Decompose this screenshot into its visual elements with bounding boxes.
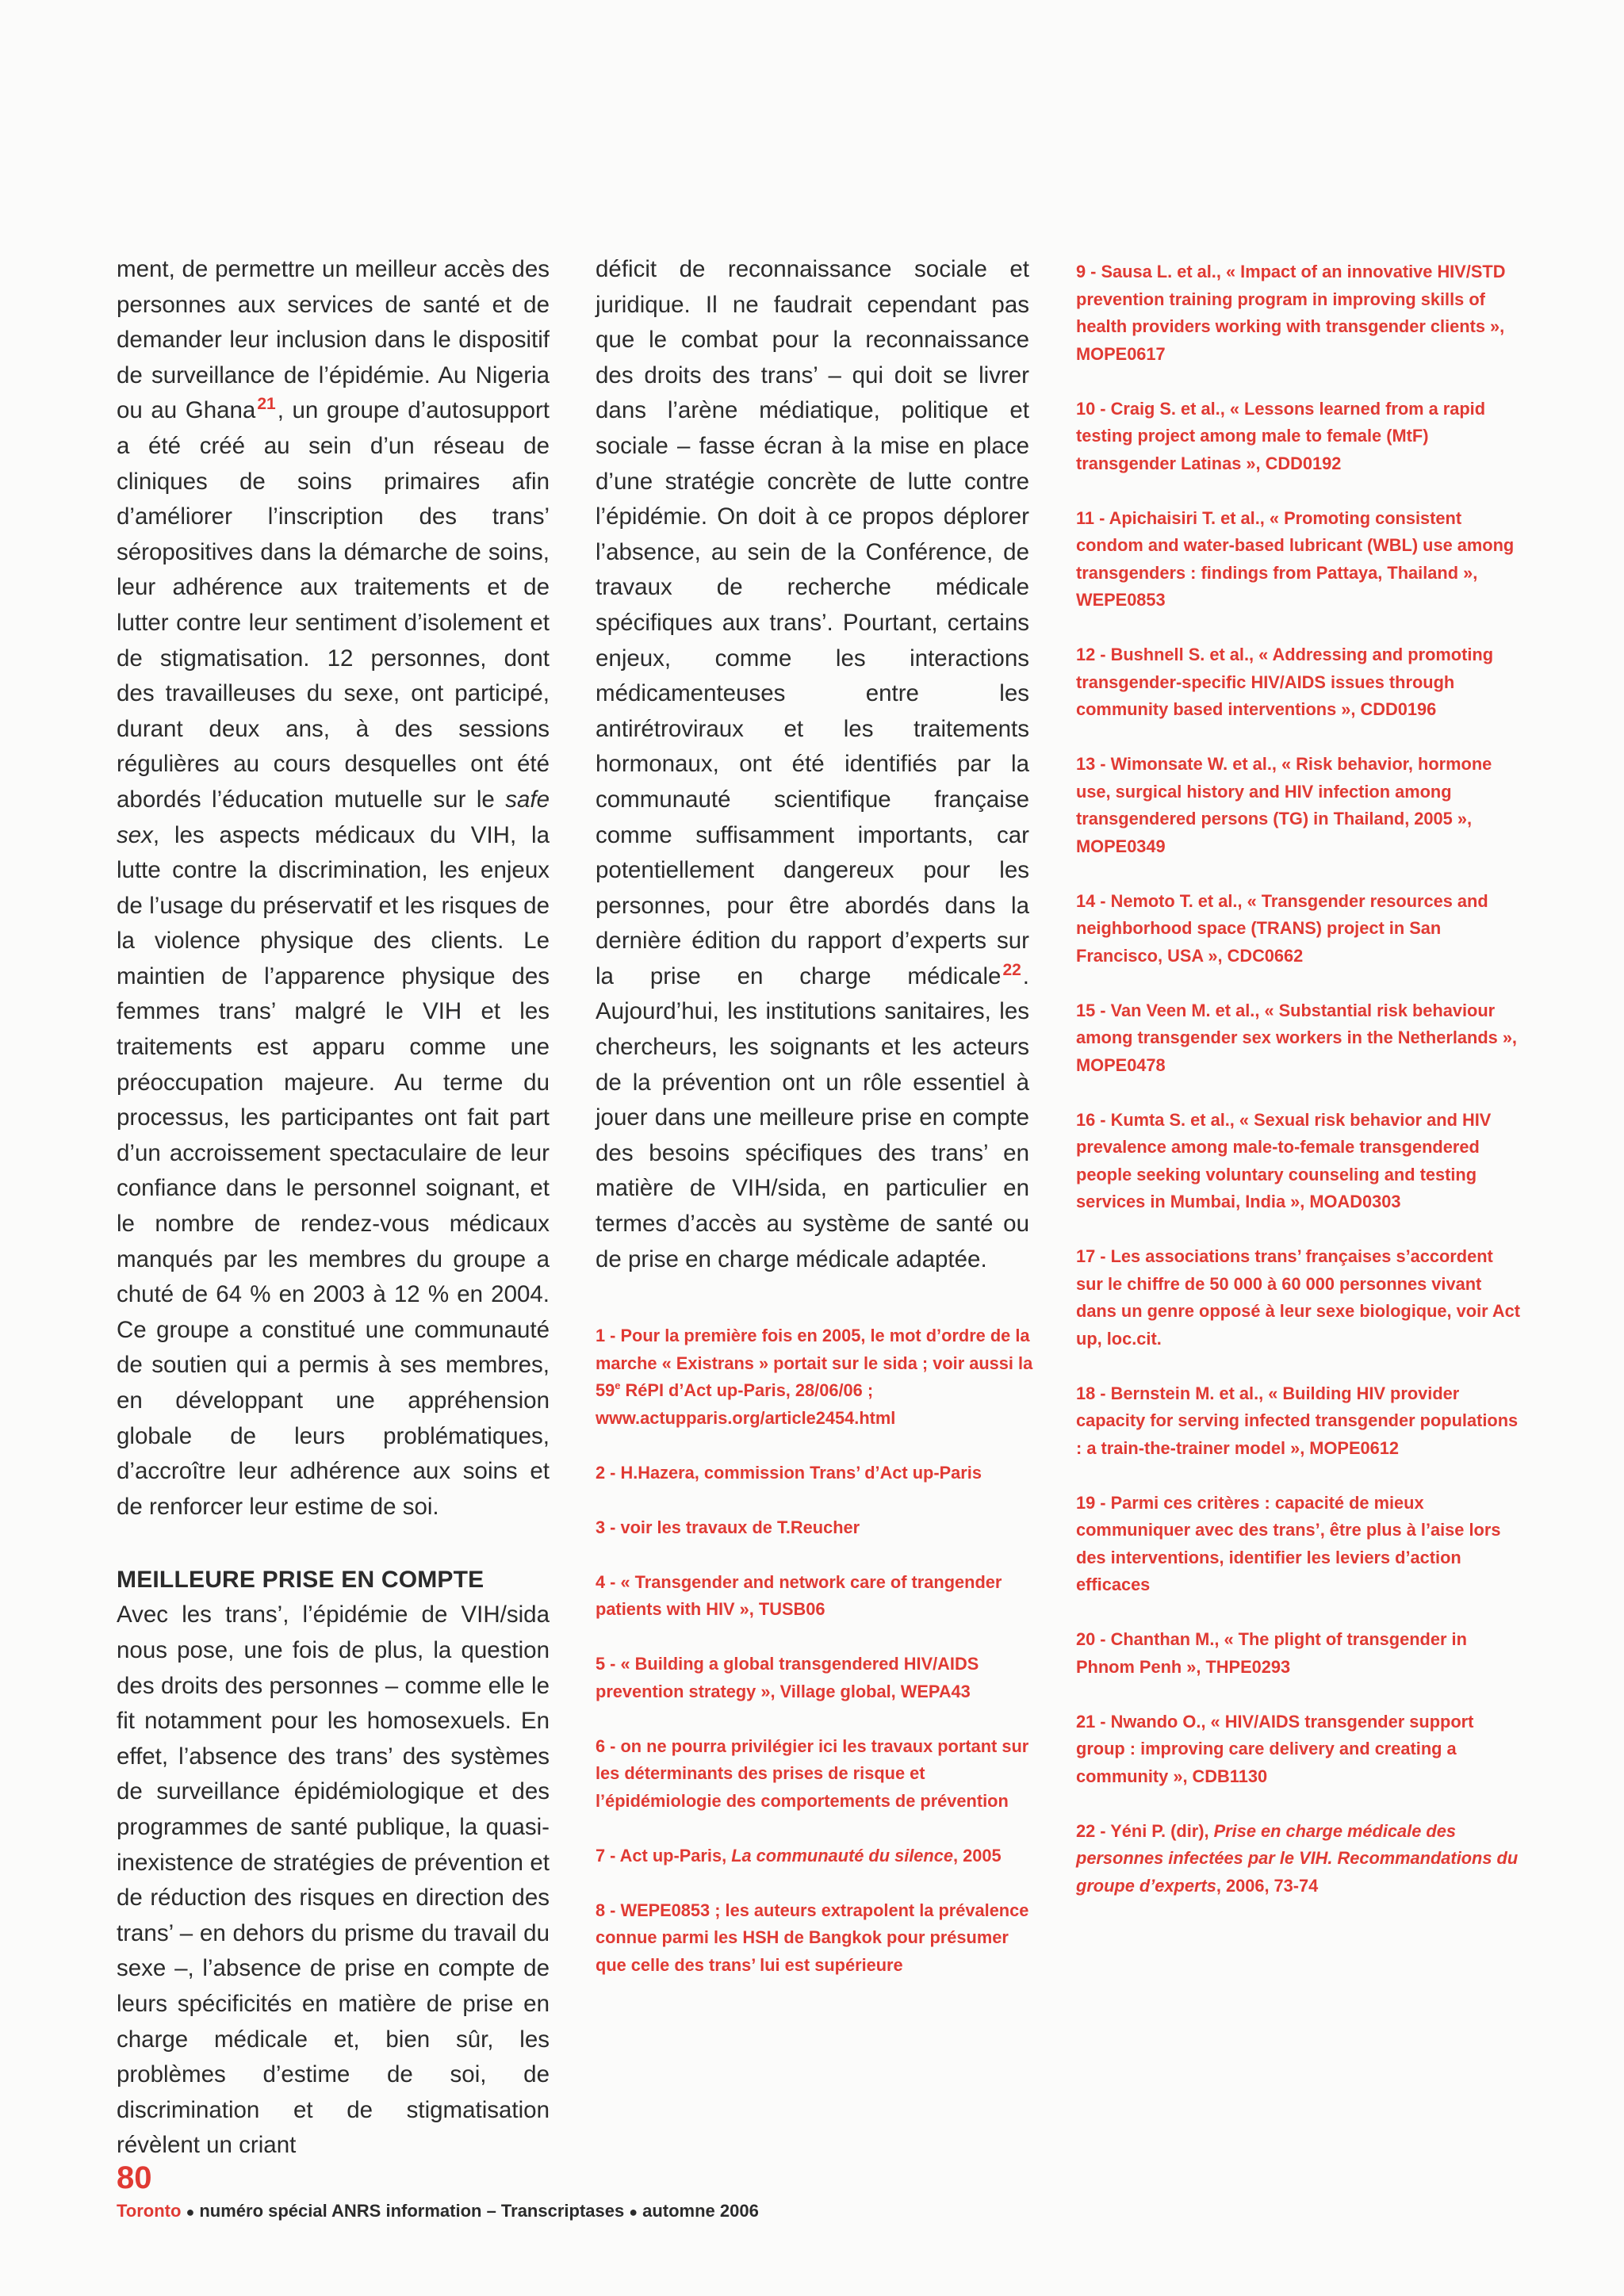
- page-number: 80: [117, 2160, 152, 2195]
- footnote-10: 10 - Craig S. et al., « Lessons learned from a rapid testing project among male to female (MtF) transgender Latinas », CDD0192: [1076, 398, 1486, 473]
- footnote-21: 21 - Nwando O., « HIV/AIDS transgender support group : improving care delivery and creating a community », CDB1130: [1076, 1711, 1474, 1786]
- text-column-middle: [596, 252, 1029, 1277]
- footnote-6: 6 - on ne pourra privilégier ici les travaux portant sur les déterminants des prises de risque et l’épidémiologie des comportements de prévention: [596, 1735, 1029, 1811]
- footnote-11: 11 - Apichaisiri T. et al., « Promoting consistent condom and water-based lubricant (WBL) use among transgenders : findings from Pattaya, Thailand », WEPE0853: [1076, 507, 1515, 610]
- bullet-icon: ●: [629, 2204, 638, 2220]
- footnote-17: 17 - Les associations trans’ françaises s’accordent sur le chiffre de 50 000 à 60 000 personnes vivant dans un genre opposé à leur sexe biologique, voir Act up, loc.cit.: [1076, 1246, 1520, 1349]
- footnote-ref-22[interactable]: 22: [1002, 960, 1021, 979]
- running-footer: [117, 2201, 759, 2221]
- footnote-20: 20 - Chanthan M., « The plight of transgender in Phnom Penh », THPE0293: [1076, 1629, 1467, 1677]
- body-paragraph: déficit de reconnaissance sociale et juridique. Il ne faudrait cependant pas que le combat pour la reconnaissance des droits des trans’ – qui doit se livrer dans l’arène médiatique, politique et sociale – fasse écran à la mise en place d’une stratégie concrète de lutte contre l’épidémie. On doit à ce propos déplorer l’absence, au sein de la Conférence, de travaux de recherche médicale spécifiques aux trans’. Pourtant, certains enjeux, comme les interactions médicamenteuses entre les antirétroviraux et les traitements hormonaux, ont été identifiés par la communauté scientifique française comme suffisamment importants, car potentiellement dangereux pour les personnes, pour être abordés dans la dernière édition du rapport d’experts sur la prise en charge médicale$^{22}$. Aujourd’hui, les institutions sanitaires, les chercheurs, les soignants et les acteurs de la prévention ont un rôle essentiel à jouer dans une meilleure prise en compte des besoins spécifiques des trans’ en matière de VIH/sida, en particulier en termes d’accès au système de santé ou de prise en charge médicale adaptée.: [596, 256, 1029, 1272]
- footnote-5: 5 - « Building a global transgendered HIV/AIDS prevention strategy », Village global, WEPA43: [596, 1654, 979, 1701]
- footnote-18: 18 - Bernstein M. et al., « Building HIV provider capacity for serving infected transgender populations : a train-the-trainer model », MOPE0612: [1076, 1383, 1519, 1458]
- body-paragraph: ment, de permettre un meilleur accès des personnes aux services de santé et de demander leur inclusion dans le dispositif de surveillance de l’épidémie. Au Nigeria ou au Ghana$^{21}$, un groupe d’autosupport a été créé au sein d’un réseau de cliniques de soins primaires afin d’améliorer l’inscription des trans’ séropositives dans la démarche de soins, leur adhérence aux traitements et de lutter contre leur sentiment d’isolement et de stigmatisation. 12 personnes, dont des travailleuses du sexe, ont participé, durant deux ans, à des sessions régulières au cours desquelles ont été abordés l’éducation mutuelle sur le safe sex, les aspects médicaux du VIH, la lutte contre la discrimination, les enjeux de l’usage du préservatif et les risques de la violence physique des clients. Le maintien de l’apparence physique des femmes trans’ malgré le VIH et les traitements est apparu comme une préoccupation majeure. Au terme du processus, les participantes ont fait part d’un accroissement spectaculaire de leur confiance dans le personnel soignant, et le nombre de rendez-vous médicaux manqués par les membres du groupe a chuté de 64 % en 2003 à 12 % en 2004. Ce groupe a constitué une communauté de soutien qui a permis à ses membres, en développant une appréhension globale de leurs problématiques, d’accroître leur adhérence aux soins et de renforcer leur estime de soi.: [117, 256, 550, 1520]
- footnote-12: 12 - Bushnell S. et al., « Addressing and promoting transgender-specific HIV/AIDS issues through community based interventions », CDD0196: [1076, 645, 1494, 719]
- footer-season: automne 2006: [642, 2201, 759, 2221]
- footnote-7: 7 - Act up-Paris, La communauté du silence, 2005: [596, 1845, 1002, 1866]
- footnote-19: 19 - Parmi ces critères : capacité de mieux communiquer avec des trans’, être plus à l’aise lors des interventions, identifier les leviers d’action efficaces: [1076, 1492, 1501, 1594]
- footnote-22: 22 - Yéni P. (dir), Prise en charge médicale des personnes infectées par le VIH. Recommandations du groupe d’experts, 2006, 73-74: [1076, 1820, 1519, 1896]
- footer-publication: Toronto: [117, 2201, 182, 2221]
- footnote-15: 15 - Van Veen M. et al., « Substantial risk behaviour among transgender sex workers in the Netherlands », MOPE0478: [1076, 1000, 1517, 1075]
- bullet-icon: ●: [186, 2204, 195, 2220]
- footnote-8: 8 - WEPE0853 ; les auteurs extrapolent la prévalence connue parmi les HSH de Bangkok pour présumer que celle des trans’ lui est supérieure: [596, 1900, 1029, 1975]
- text-column-left: [117, 252, 550, 2164]
- body-paragraph: Avec les trans’, l’épidémie de VIH/sida nous pose, une fois de plus, la question des droits des personnes – comme elle le fit notamment pour les homosexuels. En effet, l’absence des trans’ des systèmes de surveillance épidémiologique et des programmes de santé publique, la quasi-inexistence de stratégies de prévention et de réduction des risques en direction des trans’ – en dehors du prisme du travail du sexe –, l’absence de prise en compte de leurs spécificités en matière de prise en charge médicale et, bien sûr, les problèmes d’estime de soi, de discrimination et de stigmatisation révèlent un criant: [117, 1601, 550, 2159]
- footer-issue: numéro spécial ANRS information – Transcriptases: [199, 2201, 625, 2221]
- footnote-2: 2 - H.Hazera, commission Trans’ d’Act up-Paris: [596, 1462, 982, 1483]
- footnote-ref-21[interactable]: 21: [257, 395, 276, 414]
- footnote-4: 4 - « Transgender and network care of trangender patients with HIV », TUSB06: [596, 1571, 1002, 1619]
- footnote-13: 13 - Wimonsate W. et al., « Risk behavior, hormone use, surgical history and HIV infection among transgendered persons (TG) in Thailand, 2005 », MOPE0349: [1076, 754, 1492, 856]
- footnote-14: 14 - Nemoto T. et al., « Transgender resources and neighborhood space (TRANS) project in San Francisco, USA », CDC0662: [1076, 890, 1488, 966]
- footnotes-right: [1076, 258, 1524, 1927]
- footnote-3: 3 - voir les travaux de T.Reucher: [596, 1517, 860, 1537]
- footnote-9: 9 - Sausa L. et al., « Impact of an innovative HIV/STD prevention training program in improving skills of health providers working with transgender clients », MOPE0617: [1076, 262, 1506, 364]
- footnote-16: 16 - Kumta S. et al., « Sexual risk behavior and HIV prevalence among male-to-female transgendered people seeking voluntary counseling and testing services in Mumbai, India », MOAD0303: [1076, 1109, 1492, 1211]
- footnotes-middle: [596, 1322, 1040, 2007]
- section-heading: MEILLEURE PRISE EN COMPTE: [117, 1567, 485, 1594]
- footnote-1: 1 - Pour la première fois en 2005, le mot d’ordre de la marche « Existrans » portait sur le sida ; voir aussi la 59e RéPI d’Act up-Paris, 28/06/06 ; www.actupparis.org/article2454.html: [596, 1326, 1033, 1428]
